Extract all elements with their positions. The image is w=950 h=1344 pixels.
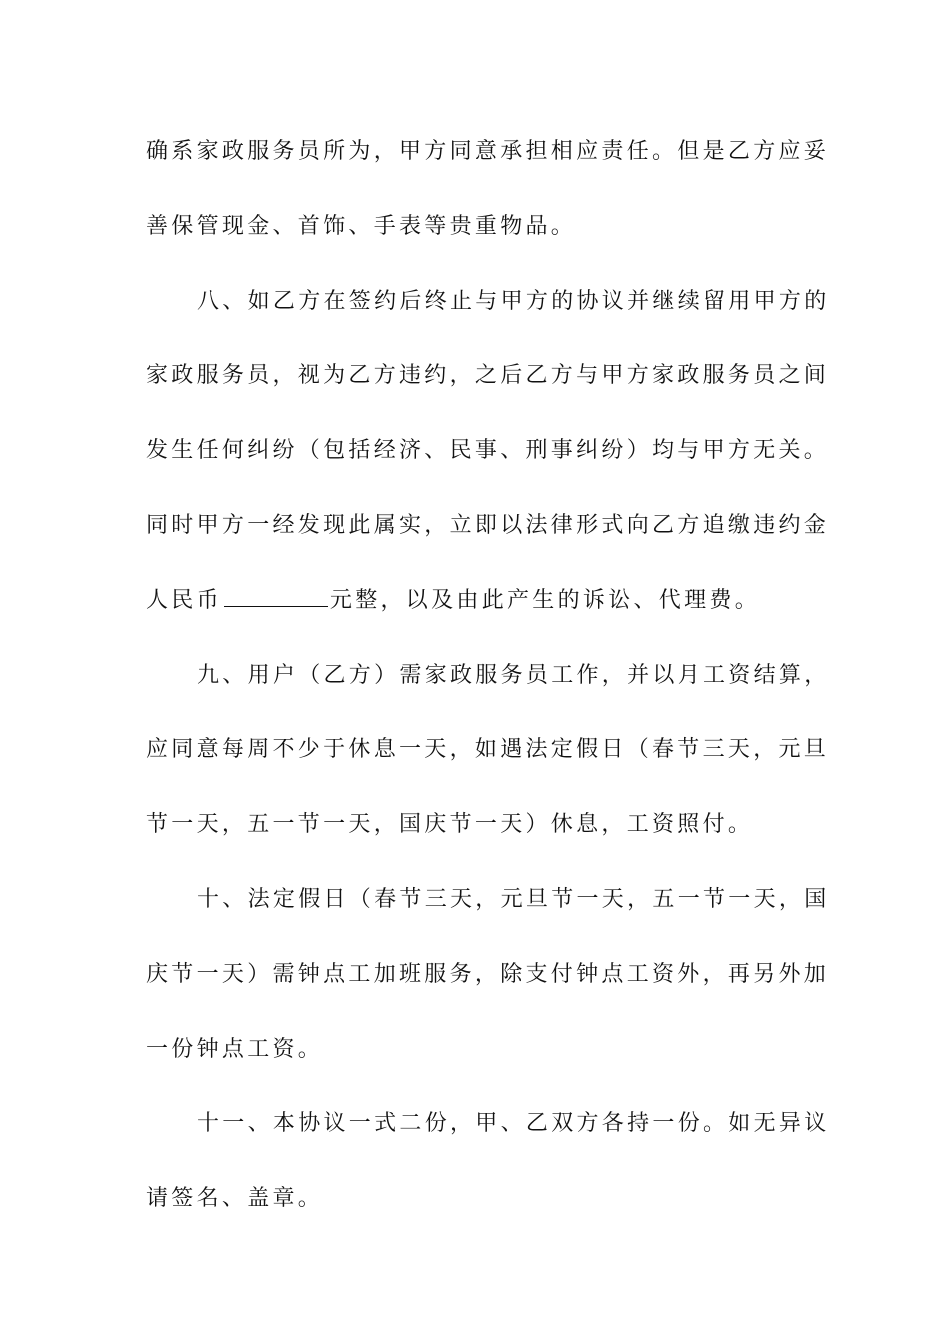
currency-label: 人民币: [146, 587, 222, 613]
clause-10-start: 十、法定假日（春节三天，元旦节一天，五一节一天，国: [197, 886, 830, 912]
text-line: 发生任何纠纷（包括经济、民事、刑事纠纷）均与甲方无关。: [146, 438, 830, 464]
clause-11-start: 十一、本协议一式二份，甲、乙双方各持一份。如无异议: [197, 1111, 830, 1137]
text-line: 家政服务员，视为乙方违约，之后乙方与甲方家政服务员之间: [146, 363, 830, 389]
clause-8-start: 八、如乙方在签约后终止与甲方的协议并继续留用甲方的: [197, 288, 830, 314]
text-line-with-blank: [146, 579, 806, 654]
text-line: 一份钟点工资。: [146, 1036, 324, 1062]
text-line: 确系家政服务员所为，甲方同意承担相应责任。但是乙方应妥: [146, 139, 830, 164]
text-line: 善保管现金、首饰、手表等贵重物品。: [146, 213, 577, 239]
text-line: 节一天，五一节一天，国庆节一天）休息，工资照付。: [146, 812, 754, 838]
contract-text: [146, 130, 830, 1252]
amount-blank: [224, 584, 328, 607]
text-line: 同时甲方一经发现此属实，立即以法律形式向乙方追缴违约金: [146, 512, 830, 538]
text-line: 应同意每周不少于休息一天，如遇法定假日（春节三天，元旦: [146, 737, 830, 763]
text-line: 请签名、盖章。: [146, 1186, 324, 1212]
text-line: 庆节一天）需钟点工加班服务，除支付钟点工资外，再另外加: [146, 961, 830, 987]
text-after-blank: 元整，以及由此产生的诉讼、代理费。: [329, 587, 761, 613]
clause-9-start: 九、用户（乙方）需家政服务员工作，并以月工资结算，: [197, 662, 830, 688]
